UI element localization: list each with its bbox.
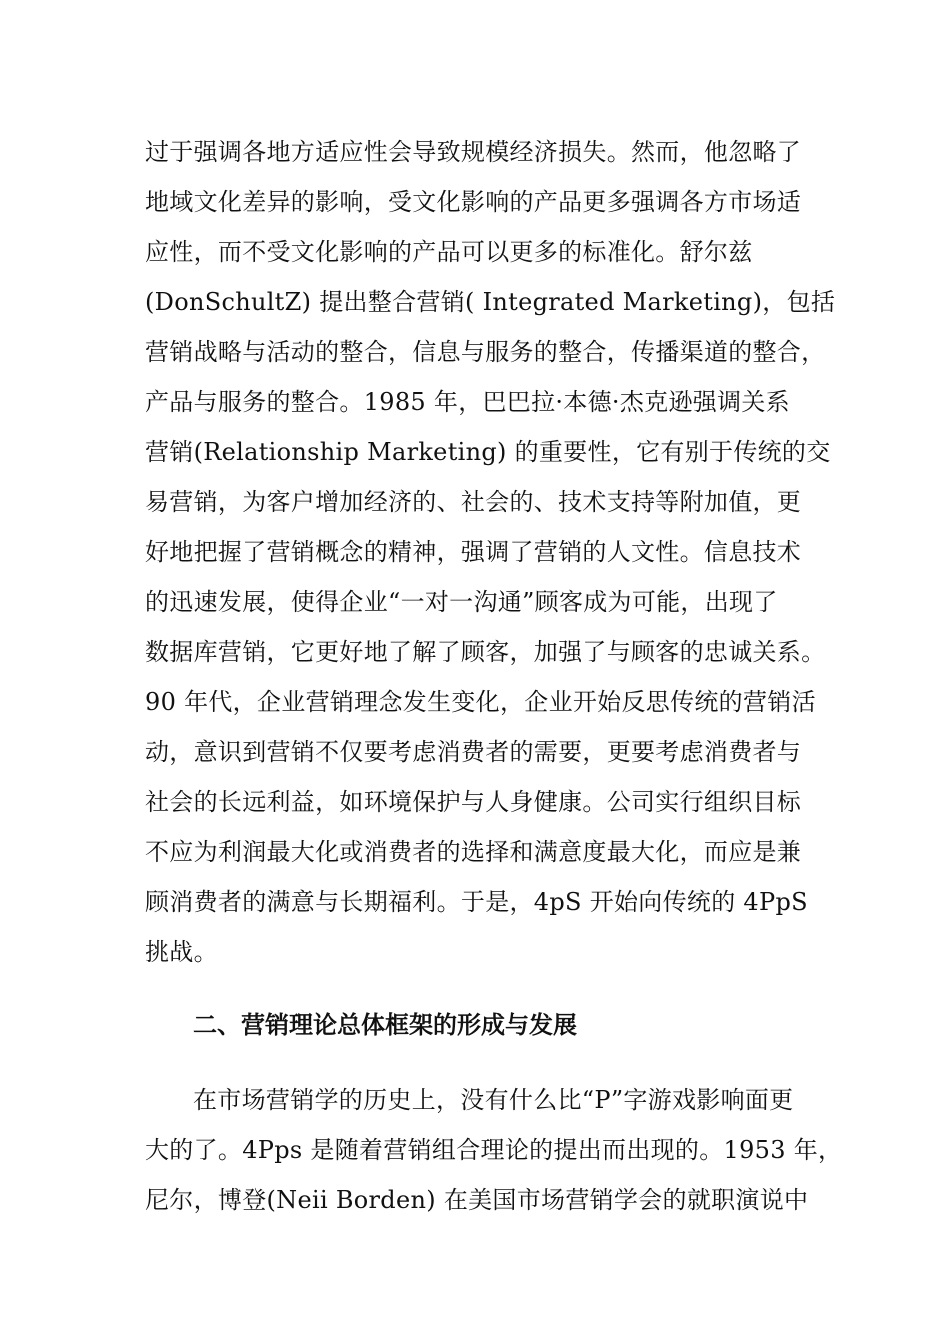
paragraph-line: 的迅速发展，使得企业“一对一沟通”顾客成为可能，出现了	[145, 588, 778, 616]
paragraph-line: 营销(Relationship Marketing) 的重要性，它有别于传统的交	[145, 438, 831, 466]
paragraph-line: 易营销，为客户增加经济的、社会的、技术支持等附加值，更	[145, 488, 802, 516]
paragraph-line: 地域文化差异的影响，受文化影响的产品更多强调各方市场适	[145, 188, 802, 216]
paragraph-line: 营销战略与活动的整合，信息与服务的整合，传播渠道的整合，	[145, 338, 826, 366]
paragraph-line: 大的了。4Pps 是随着营销组合理论的提出而出现的。1953 年，	[145, 1136, 843, 1164]
paragraph-line: 好地把握了营销概念的精神，强调了营销的人文性。信息技术	[145, 538, 802, 566]
paragraph-line: 过于强调各地方适应性会导致规模经济损失。然而，他忽略了	[145, 138, 802, 166]
paragraph-line: 动，意识到营销不仅要考虑消费者的需要，更要考虑消费者与	[145, 738, 802, 766]
paragraph-line: 数据库营销，它更好地了解了顾客，加强了与顾客的忠诚关系。	[145, 638, 826, 666]
section-heading: 二、营销理论总体框架的形成与发展	[193, 1011, 577, 1039]
paragraph-line: (DonSchultZ) 提出整合营销( Integrated Marketing)，包括	[145, 288, 836, 316]
paragraph-line: 尼尔，博登(Neii Borden) 在美国市场营销学会的就职演说中	[145, 1186, 809, 1214]
paragraph-line: 挑战。	[145, 938, 218, 966]
paragraph-line: 社会的长远利益，如环境保护与人身健康。公司实行组织目标	[145, 788, 802, 816]
paragraph-line: 90 年代，企业营销理念发生变化，企业开始反思传统的营销活	[145, 688, 816, 716]
paragraph-line: 应性，而不受文化影响的产品可以更多的标准化。舒尔兹	[145, 238, 753, 266]
paragraph-line: 在市场营销学的历史上，没有什么比“P”字游戏影响面更	[193, 1086, 794, 1114]
paragraph-line: 产品与服务的整合。1985 年，巴巴拉·本德·杰克逊强调关系	[145, 388, 790, 416]
paragraph-line: 不应为利润最大化或消费者的选择和满意度最大化，而应是兼	[145, 838, 802, 866]
paragraph-line: 顾消费者的满意与长期福利。于是，4pS 开始向传统的 4PpS	[145, 888, 808, 916]
